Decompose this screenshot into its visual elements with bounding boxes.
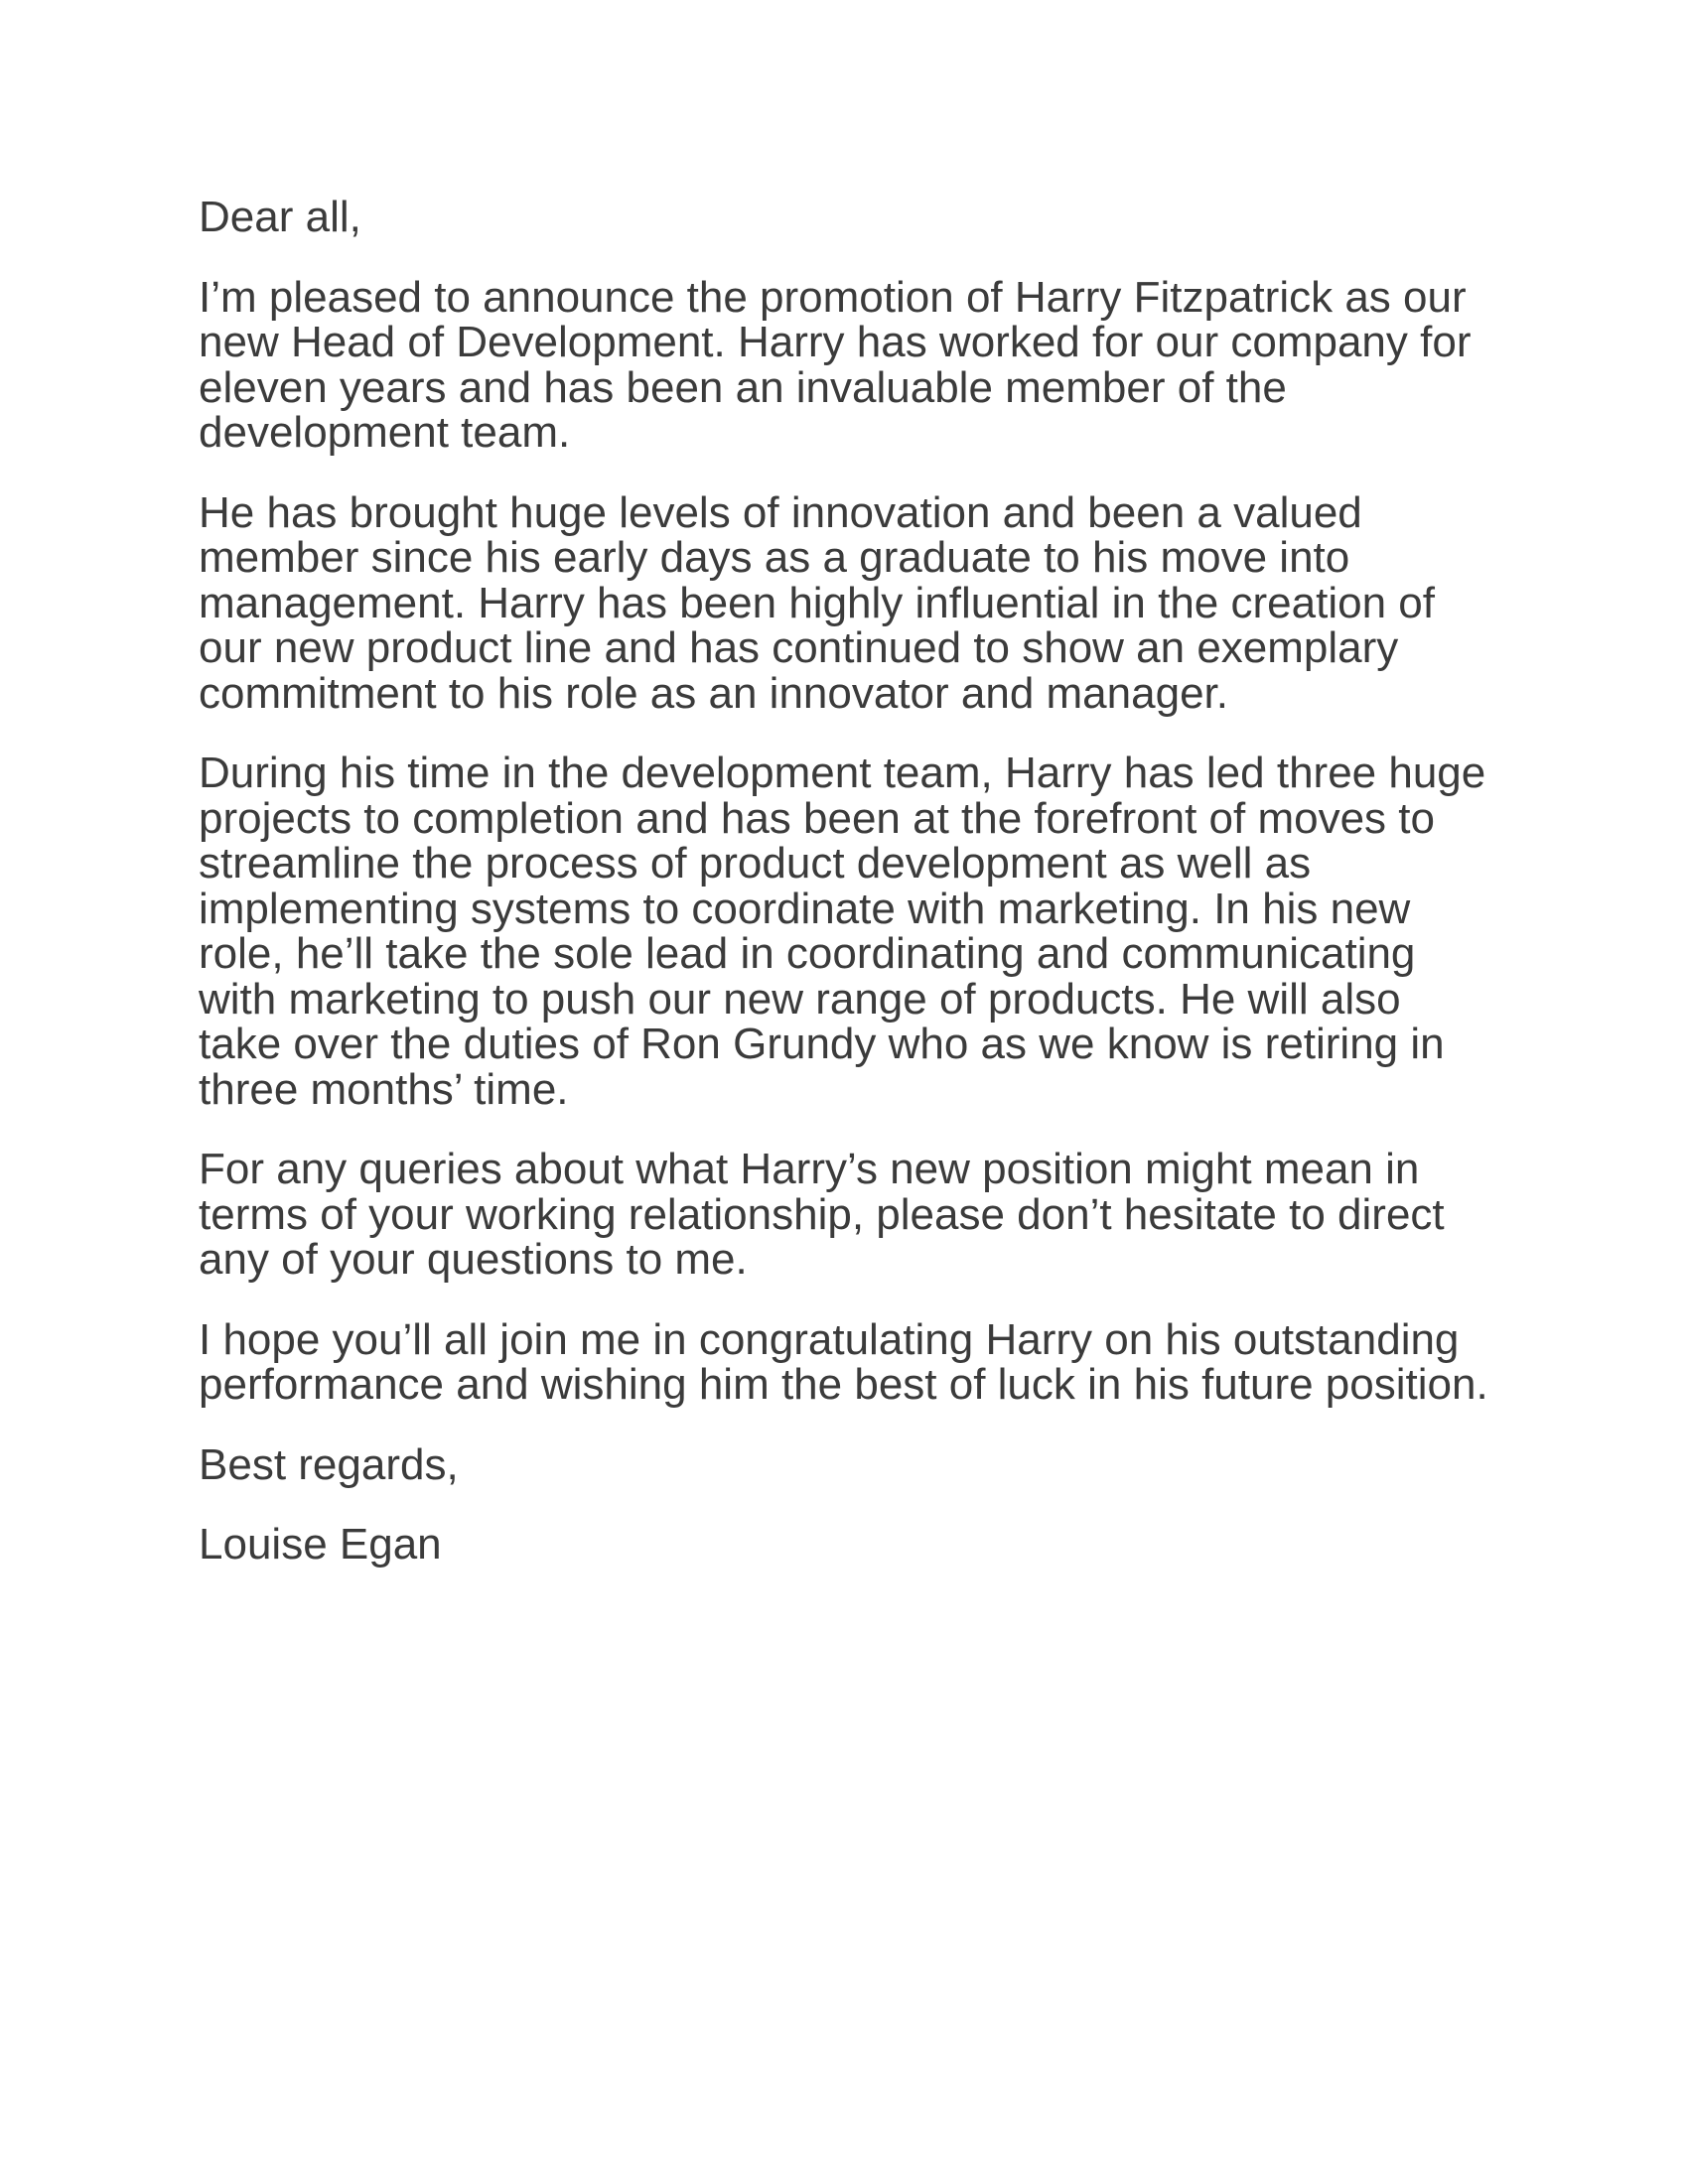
body-paragraph-background: He has brought huge levels of innovation and been a valued member since his early days as a graduate to his move into management. Harry has been highly influential in the creation of our new product line and has continued to show an exemplary commitment to his role as an innovator and manager. [199, 487, 1435, 718]
closing: Best regards, [199, 1439, 459, 1489]
body-paragraph-announcement: I’m pleased to announce the promotion of Harry Fitzpatrick as our new Head of Development. Harry has worked for our company for eleven years and has been an invaluable member of the development team. [199, 272, 1472, 457]
signature: Louise Egan [199, 1520, 442, 1569]
body-paragraph-congratulations: I hope you’ll all join me in congratulating Harry on his outstanding performance and wishing him the best of luck in his future position. [199, 1314, 1488, 1409]
body-paragraph-achievements: During his time in the development team, Harry has led three huge projects to completion and has been at the forefront of moves to streamline the process of product development as well as implementing systems to coordinate with marketing. In his new role, he’ll take the sole lead in coordinating and communicating with marketing to push our new range of products. He will also take over the duties of Ron Grundy who as we know is retiring in three months’ time. [199, 749, 1486, 1114]
salutation: Dear all, [199, 193, 361, 241]
body-paragraph-queries: For any queries about what Harry’s new position might mean in terms of your working relationship, please don’t hesitate to direct any of your questions to me. [199, 1145, 1445, 1284]
